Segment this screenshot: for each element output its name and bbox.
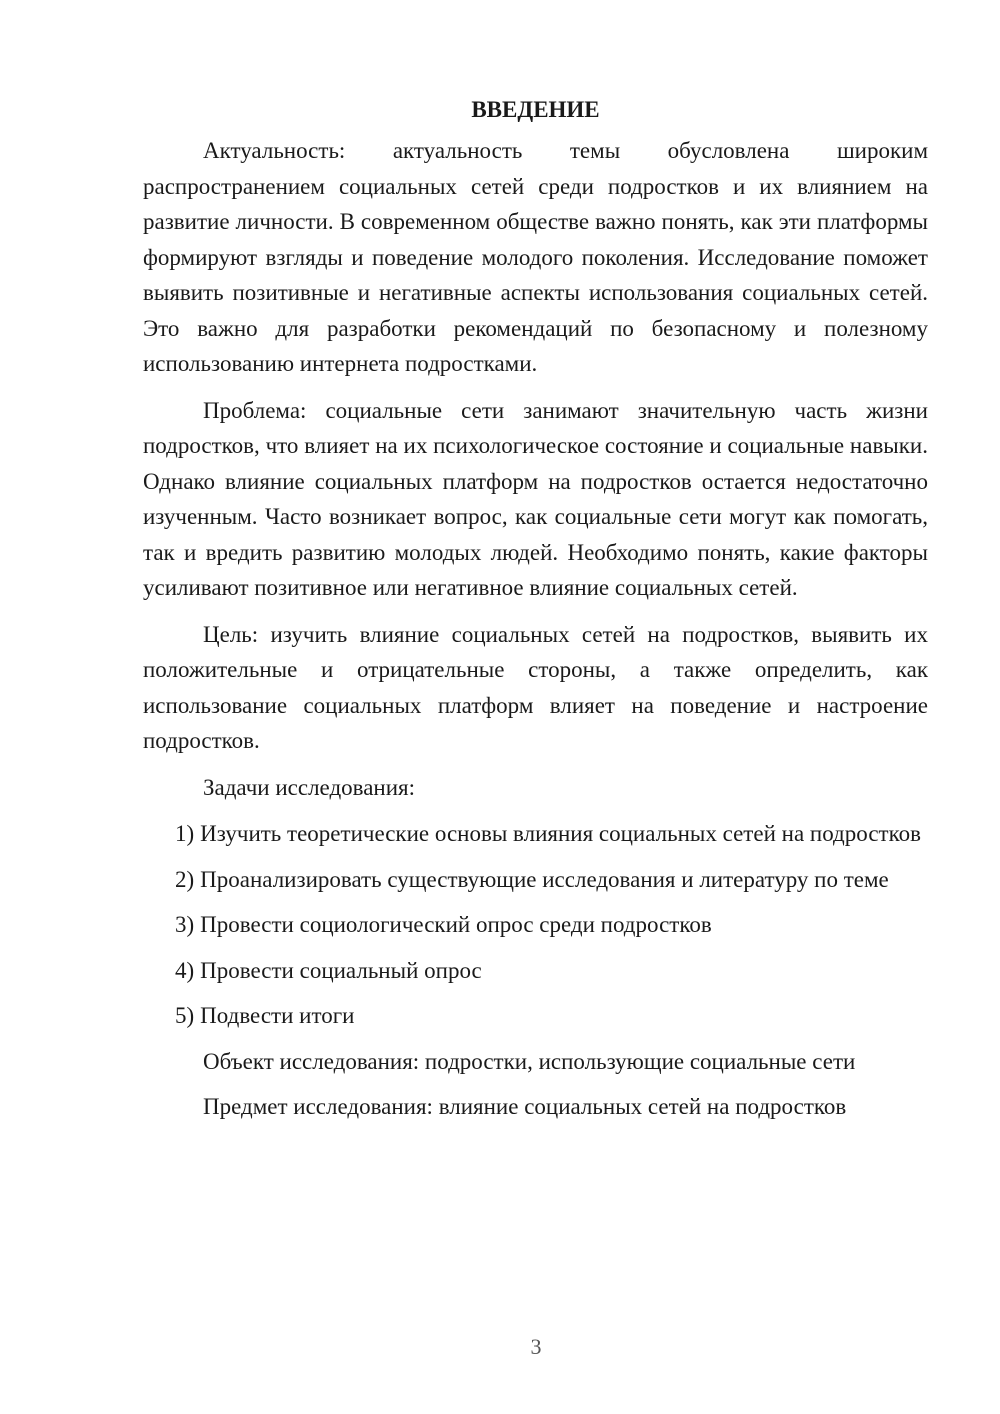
task-item-1 — [143, 816, 928, 852]
task-number: 5) — [175, 1003, 195, 1028]
page-title: ВВЕДЕНИЕ — [471, 97, 600, 122]
research-object: Объект исследования: подростки, использующие социальные сети — [203, 1048, 856, 1074]
research-subject: Предмет исследования: влияние социальных сетей на подростков — [203, 1094, 847, 1119]
page-content — [143, 92, 928, 1135]
task-number: 1) — [175, 821, 195, 846]
task-item-5 — [143, 998, 928, 1034]
task-number: 3) — [175, 912, 195, 937]
task-text: Изучить теоретические основы влияния социальных сетей на подростков — [200, 821, 921, 846]
task-item-3 — [143, 907, 928, 943]
task-item-4 — [143, 953, 928, 989]
task-number: 4) — [175, 957, 195, 983]
relevance-paragraph: Актуальность: актуальность темы обусловлена широким распространением социальных сетей среди подростков и их влиянием на развитие личности. В современном обществе важно понять, как эти платформы формируют взгляды и поведение молодого поколения. Исследование поможет выявить позитивные и негативные аспекты использования социальных сетей. Это важно для разработки рекомендаций по безопасному и полезному использованию интернета подростками. — [143, 138, 928, 376]
page-number: 3 — [530, 1334, 542, 1359]
task-text: Провести социальный опрос — [200, 957, 482, 983]
problem-paragraph: Проблема: социальные сети занимают значительную часть жизни подростков, что влияет на их психологическое состояние и социальные навыки. Однако влияние социальных платформ на подростков остается недостаточно изученным. Часто возникает вопрос, как социальные сети могут как помогать, так и вредить развитию молодых людей. Необходимо понять, какие факторы усиливают позитивное или негативное влияние социальных сетей. — [143, 397, 928, 600]
task-text: Проанализировать существующие исследования и литературу по теме — [200, 866, 889, 892]
tasks-title: Задачи исследования: — [203, 774, 416, 800]
task-item-2 — [143, 862, 928, 898]
task-text: Подвести итоги — [200, 1003, 355, 1028]
task-text: Провести социологический опрос среди подростков — [200, 912, 712, 937]
task-number: 2) — [175, 866, 195, 892]
goal-paragraph: Цель: изучить влияние социальных сетей на подростков, выявить их положительные и отрицательные стороны, а также определить, как использование социальных платформ влияет на поведение и настроение подростков. — [143, 621, 928, 753]
